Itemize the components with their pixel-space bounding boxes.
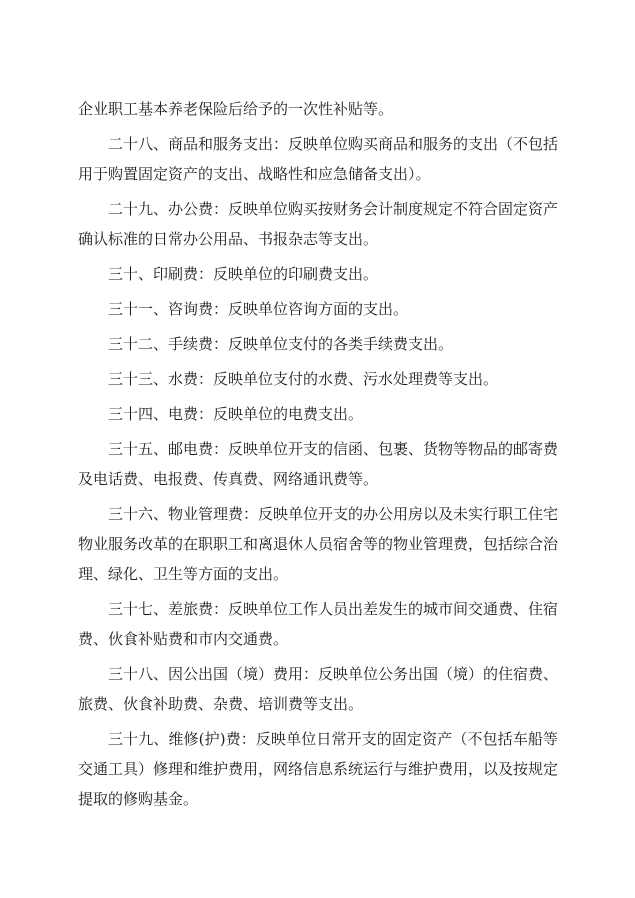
paragraph-item-34: 三十四、电费：反映单位的电费支出。 (108, 405, 364, 423)
paragraph-item-38: 三十八、因公出国（境）费用：反映单位公务出国（境）的住宿费、旅费、伙食补助费、杂费、培训费等支出。 (78, 665, 559, 713)
document-body (78, 94, 558, 819)
paragraph-item-39: 三十九、维修(护)费：反映单位日常开支的固定资产（不包括车船等交通工具）修理和维护费用，网络信息系统运行与维护费用，以及按规定提取的修购基金。 (78, 730, 559, 808)
paragraph-item-36: 三十六、物业管理费：反映单位开支的办公用房以及未实行职工住宅物业服务改革的在职职工和离退休人员宿舍等的物业管理费，包括综合治理、绿化、卫生等方面的支出。 (78, 505, 559, 583)
paragraph-item-28: 二十八、商品和服务支出：反映单位购买商品和服务的支出（不包括用于购置固定资产的支出、战略性和应急储备支出）。 (78, 135, 559, 183)
paragraph-item-37: 三十七、差旅费：反映单位工作人员出差发生的城市间交通费、住宿费、伙食补贴费和市内交通费。 (78, 600, 559, 648)
paragraph-continuation: 企业职工基本养老保险后给予的一次性补贴等。 (78, 100, 394, 118)
paragraph-item-32: 三十二、手续费：反映单位支付的各类手续费支出。 (108, 335, 454, 353)
paragraph-item-31: 三十一、咨询费：反映单位咨询方面的支出。 (108, 300, 409, 318)
paragraph-item-33: 三十三、水费：反映单位支付的水费、污水处理费等支出。 (108, 370, 499, 388)
paragraph-item-30: 三十、印刷费：反映单位的印刷费支出。 (108, 265, 379, 283)
paragraph-item-35: 三十五、邮电费：反映单位开支的信函、包裹、货物等物品的邮寄费及电话费、电报费、传真费、网络通讯费等。 (78, 440, 559, 488)
paragraph-item-29: 二十九、办公费：反映单位购买按财务会计制度规定不符合固定资产确认标准的日常办公用品、书报杂志等支出。 (78, 200, 559, 248)
